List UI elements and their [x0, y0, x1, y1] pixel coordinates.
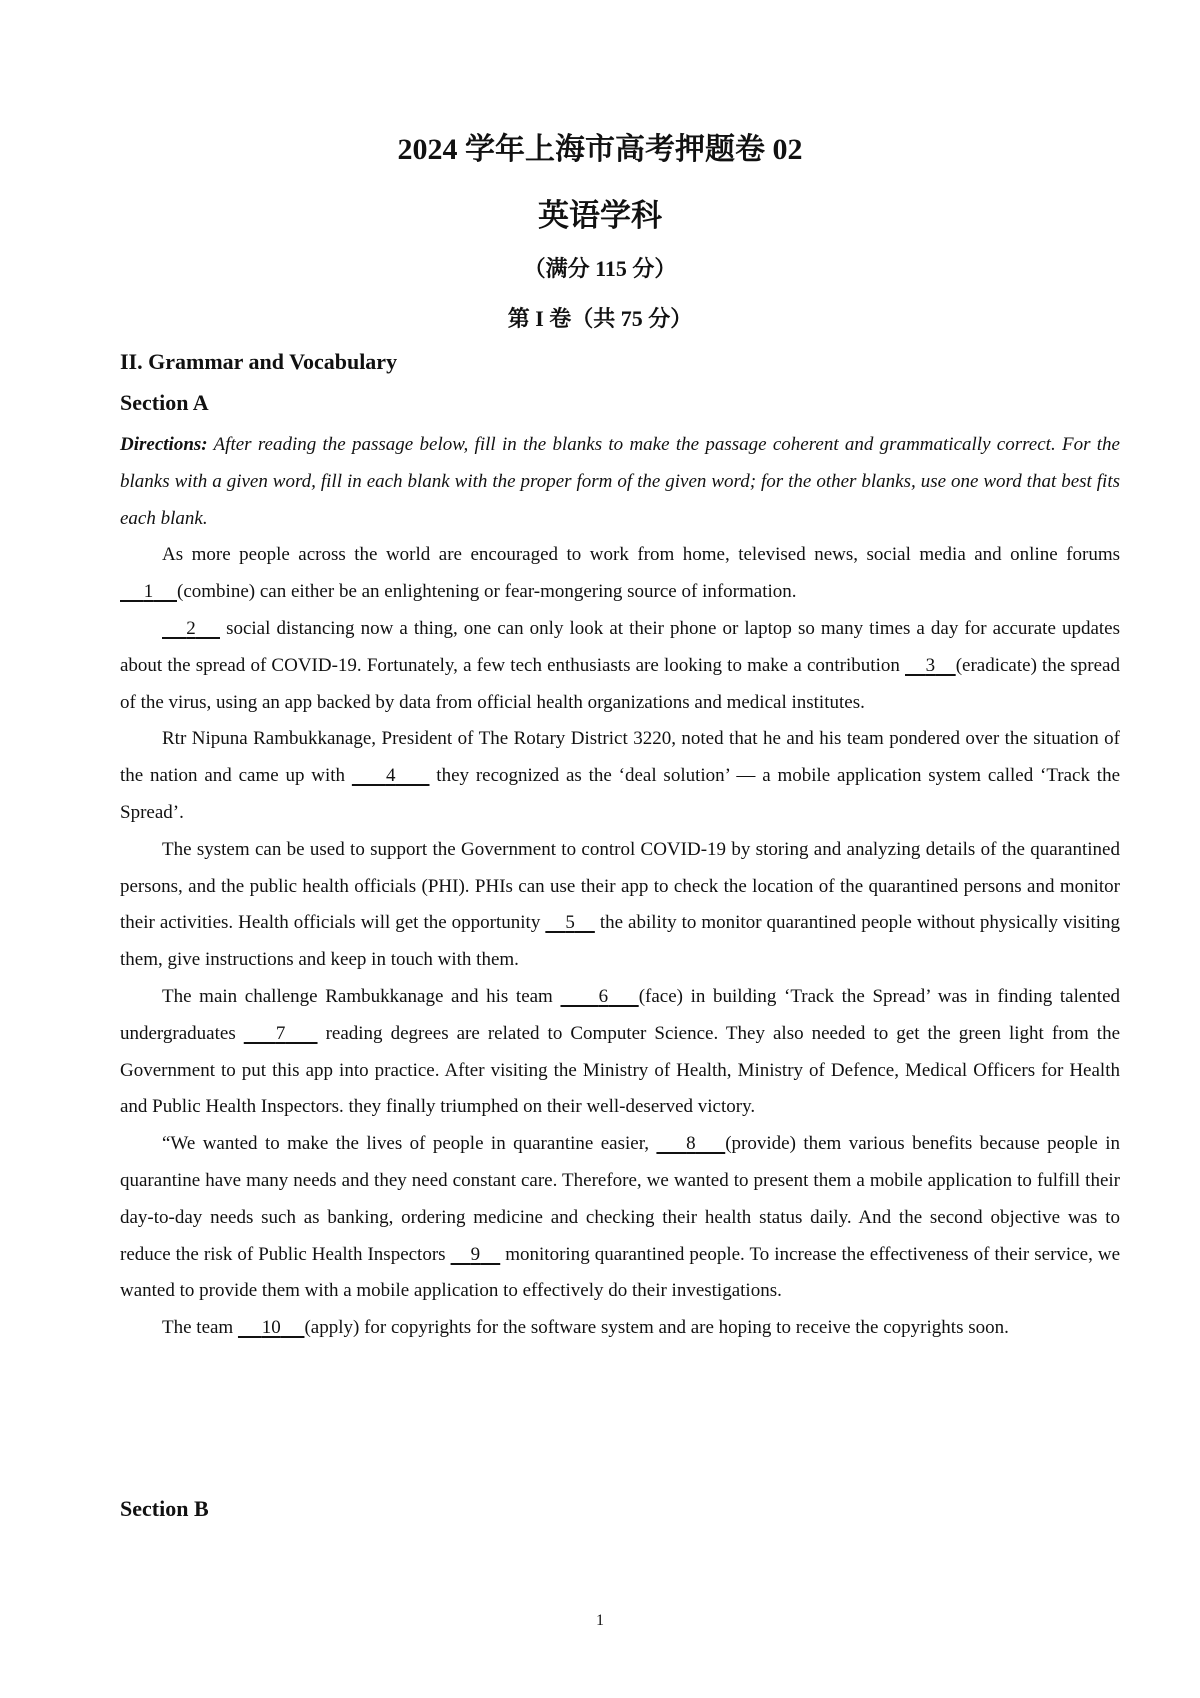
paragraph-6 [120, 1126, 1120, 1310]
paragraph-3 [120, 721, 1120, 831]
section-a-body [120, 427, 1120, 1347]
blank-number: 10 [261, 1317, 281, 1339]
blank-number: 6 [598, 985, 609, 1007]
exam-title: 2024 学年上海市高考押题卷 02 [397, 133, 803, 166]
blank-1 [120, 581, 177, 602]
blank-number: 2 [186, 617, 196, 639]
paragraph-5 [120, 979, 1120, 1126]
blank-2 [162, 618, 220, 639]
blank-5 [545, 912, 595, 933]
volume-label: 第 I 卷（共 75 分） [507, 306, 693, 331]
paragraph-text: The team [162, 1317, 238, 1339]
paragraph-text: (eradicate) the spread of the virus, using an app backed by data from official health organizations and medical institutes. [120, 654, 1120, 713]
blank-number: 5 [565, 912, 575, 934]
blank-8 [656, 1133, 725, 1154]
page-number: 1 [596, 1612, 604, 1629]
paragraph-text: The main challenge Rambukkanage and his team [162, 985, 561, 1007]
blank-6 [560, 986, 638, 1007]
blank-3 [905, 655, 956, 676]
paragraph-1 [120, 537, 1120, 611]
directions [120, 427, 1120, 537]
paragraph-text: social distancing now a thing, one can only look at their phone or laptop so many times a day for accurate updates about the spread of COVID-19. Fortunately, a few tech enthusiasts are looking to make a contribution [120, 617, 1120, 676]
directions-label: Directions: [120, 434, 208, 455]
section-b-title: Section B [120, 1496, 209, 1521]
paragraph-text: Rtr Nipuna Rambukkanage, President of The Rotary District 3220, noted that he and his team pondered over the situation of the nation and came up with [120, 728, 1120, 787]
paragraph-text: The system can be used to support the Government to control COVID-19 by storing and analyzing details of the quarantined persons, and the public health officials (PHI). PHIs can use their app to check the location of the quarantined persons and monitor their activities. Health officials will get the opportunity [120, 838, 1120, 934]
directions-text: After reading the passage below, fill in the blanks to make the passage coherent and grammatically correct. For the blanks with a given word, fill in each blank with the proper form of the given word; for the other blanks, use one word that best fits each blank. [120, 434, 1120, 529]
blank-10 [238, 1317, 305, 1338]
blank-4 [352, 765, 430, 786]
paragraph-2 [120, 611, 1120, 721]
paragraph-4 [120, 832, 1120, 979]
exam-subject: 英语学科 [538, 198, 662, 233]
paragraph-text: they recognized as the ‘deal solution’ — a mobile application system called ‘Track the Spread’. [120, 765, 1121, 823]
part-title: II. Grammar and Vocabulary [120, 349, 398, 374]
paragraph-text: (combine) can either be an enlightening or fear-mongering source of information. [177, 581, 797, 603]
blank-7 [244, 1023, 318, 1044]
blank-number: 4 [385, 765, 396, 787]
blank-number: 7 [275, 1022, 286, 1044]
blank-9 [451, 1244, 501, 1265]
paragraph-text: reading degrees are related to Computer Science. They also needed to get the green light from the Government to put this app into practice. After visiting the Ministry of Health, Ministry of Defence, Medical Officers for Health and Public Health Inspectors. they finally triumphed on their well-deserved victory. [120, 1022, 1121, 1118]
blank-number: 8 [686, 1133, 696, 1155]
blank-number: 9 [470, 1243, 481, 1265]
paragraph-text: “We wanted to make the lives of people in quarantine easier, [162, 1133, 657, 1155]
paragraph-text: (provide) them various benefits because people in quarantine have many needs and they need constant care. Therefore, we wanted to present them a mobile application to fulfill their day-to-day needs such as banking, ordering medicine and checking their health status daily. And the second objective was to reduce the risk of Public Health Inspectors [120, 1133, 1121, 1265]
full-score: （满分 115 分） [523, 256, 677, 281]
paragraph-text: monitoring quarantined people. To increase the effectiveness of their service, we wanted to provide them with a mobile application to effectively do their investigations. [120, 1243, 1120, 1302]
section-a-title: Section A [120, 390, 209, 415]
paragraph-text: As more people across the world are encouraged to work from home, televised news, social media and online forums [162, 544, 1120, 566]
paragraph-text: (face) in building ‘Track the Spread’ was in finding talented undergraduates [120, 985, 1121, 1044]
paragraph-text: (apply) for copyrights for the software system and are hoping to receive the copyrights soon. [304, 1317, 1009, 1339]
paragraph-text: the ability to monitor quarantined people without physically visiting them, give instructions and keep in touch with them. [120, 912, 1121, 971]
blank-number: 3 [925, 654, 936, 676]
blank-number: 1 [143, 581, 154, 603]
paragraph-7 [120, 1310, 1120, 1347]
